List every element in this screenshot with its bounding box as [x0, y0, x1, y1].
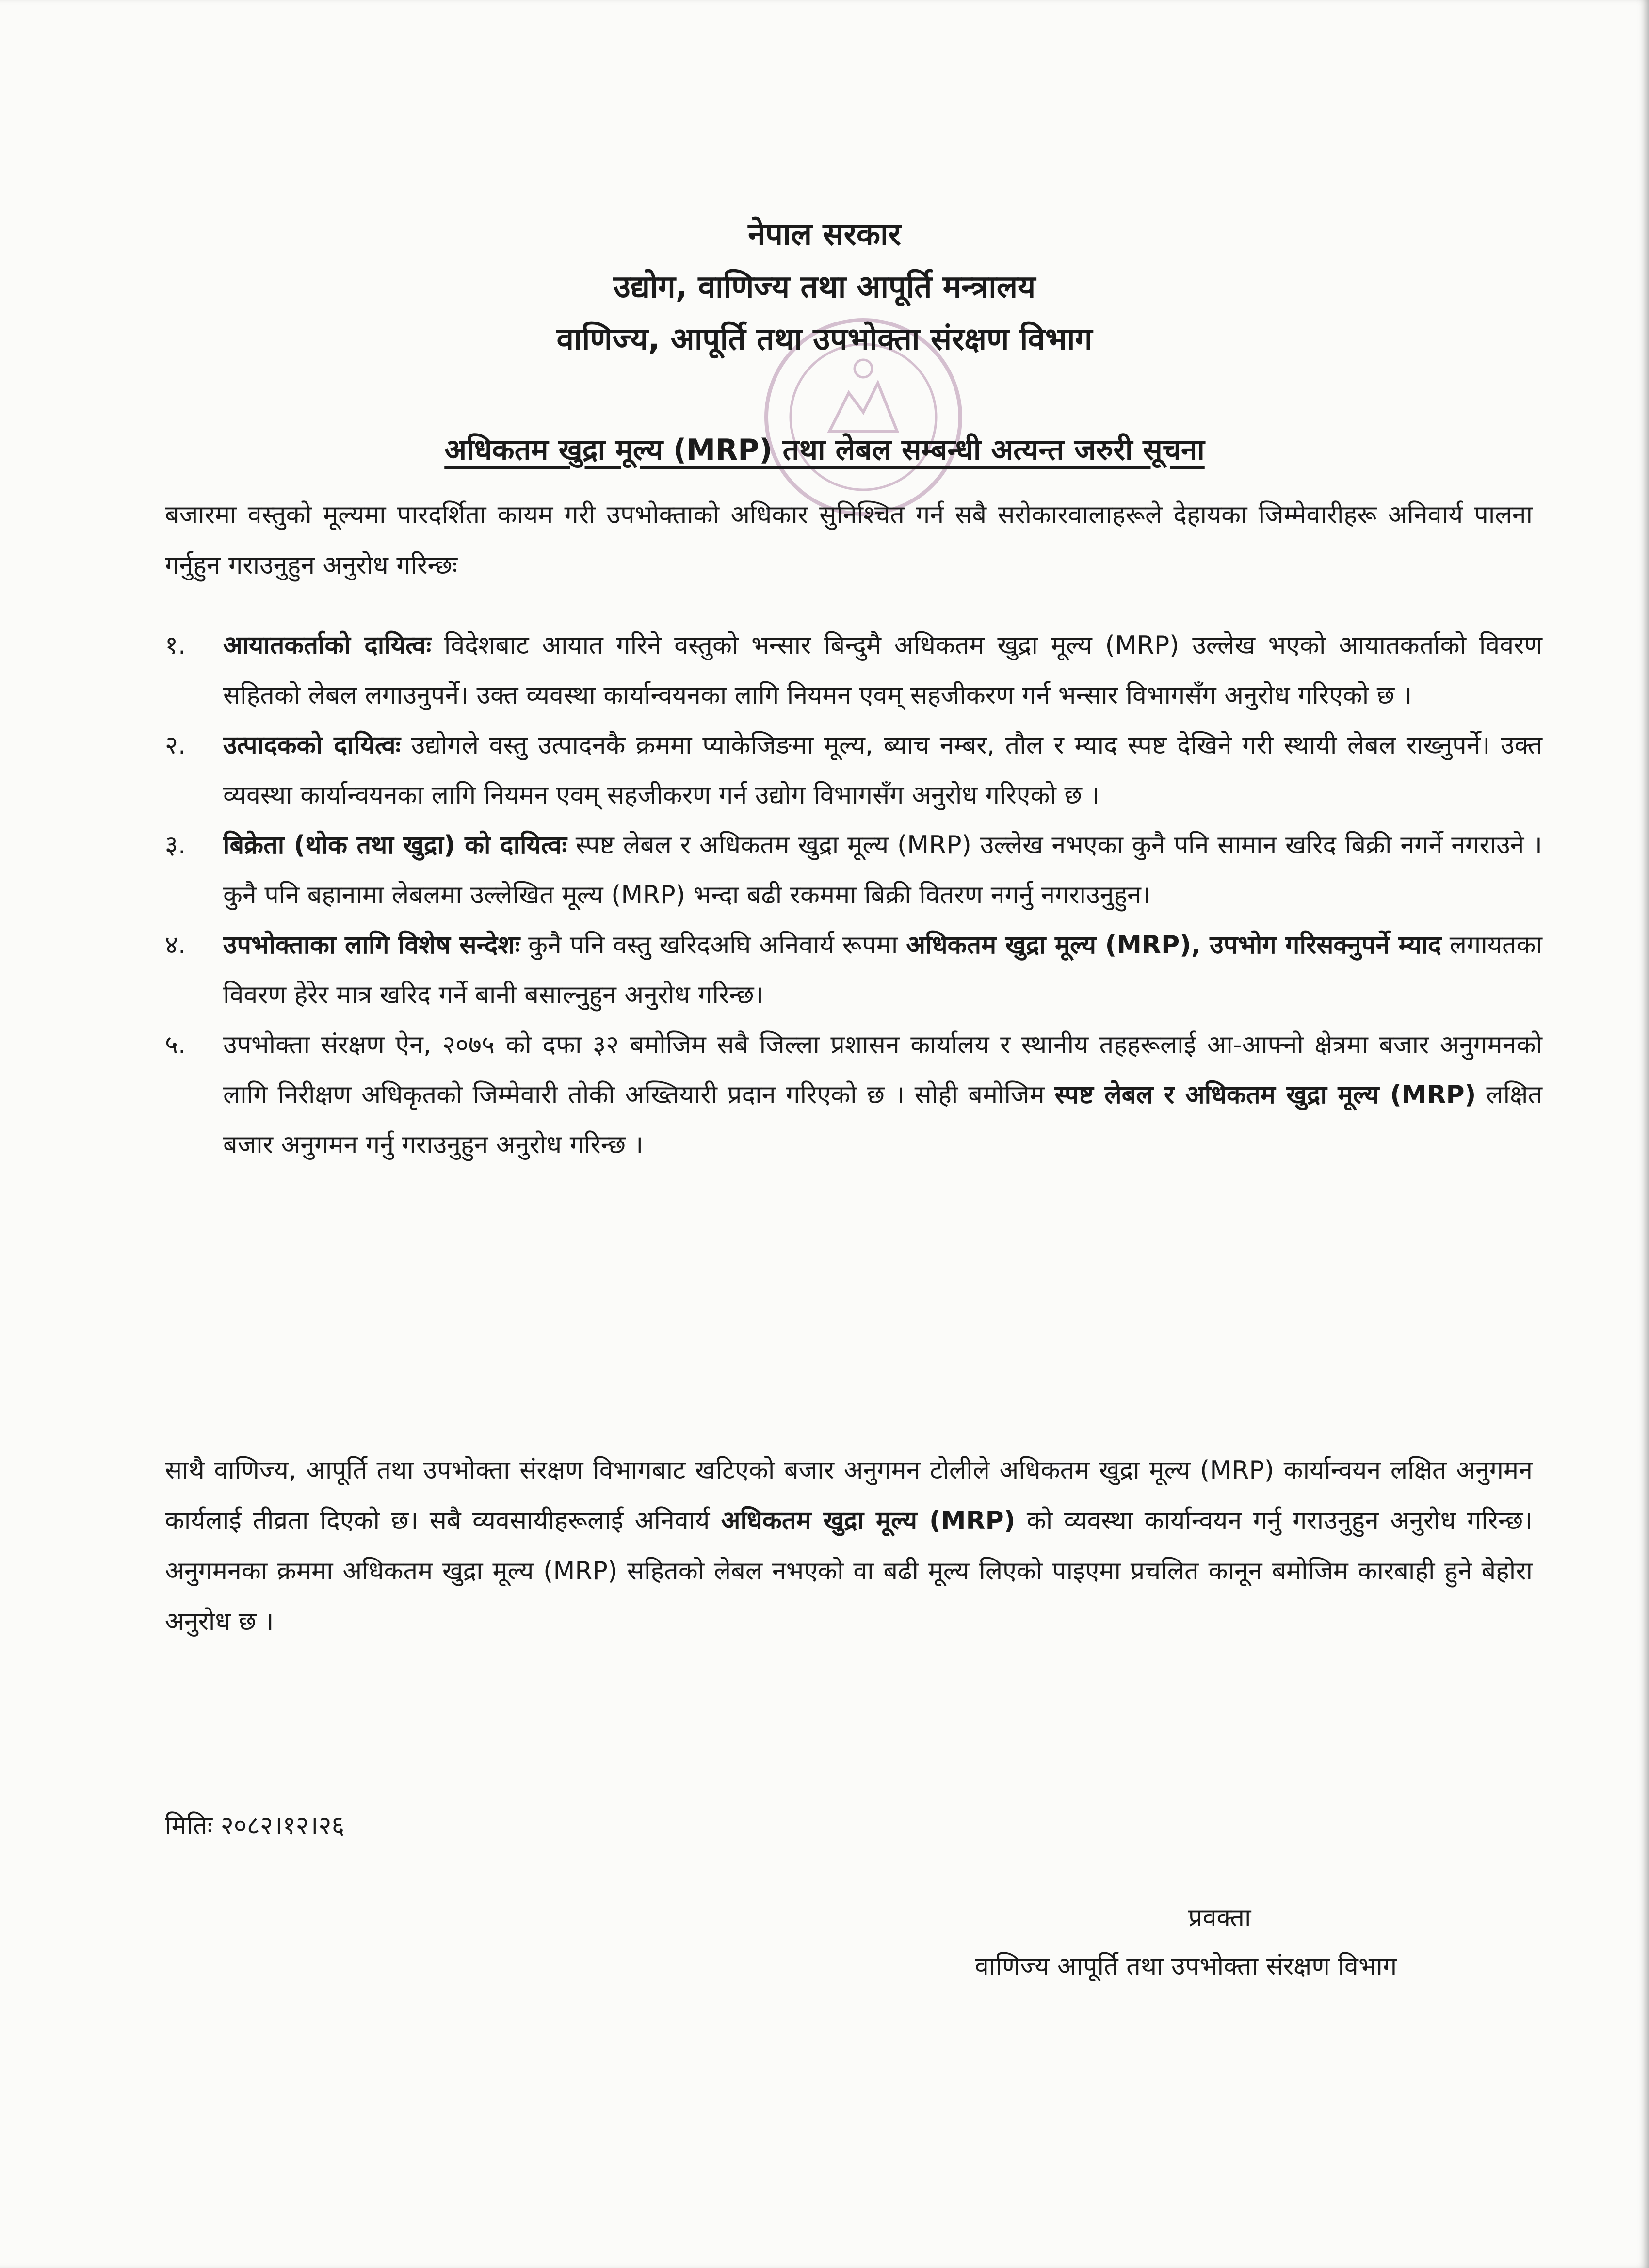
item-text: उपभोक्ता संरक्षण ऐन, २०७५ को दफा ३२ बमोजिम सबै जिल्ला प्रशासन कार्यालय र स्थानीय तहहरूलाई आ-आफ्नो क्षेत्रमा बजार अनुगमनको लागि निरीक्षण अधिकृतको जिम्मेवारी तोकी अख्तियारी प्रदान गरिएको छ । सोही बमोजिम [223, 1030, 1542, 1110]
notice-date: मितिः २०८२।१२।२६ [165, 1811, 345, 1840]
item-emphasis: स्पष्ट लेबल र अधिकतम खुद्रा मूल्य (MRP) [1054, 1080, 1476, 1110]
list-item [155, 1020, 1542, 1170]
item-emphasis: अधिकतम खुद्रा मूल्य (MRP), उपभोग गरिसक्नुपर्ने म्याद [906, 931, 1441, 960]
list-item [155, 820, 1542, 920]
closing-text: साथै वाणिज्य, आपूर्ति तथा उपभोक्ता संरक्षण विभागबाट खटिएको बजार अनुगमन टोलीले अधिकतम खुद्रा मूल्य (MRP) कार्यान्वयन लक्षित अनुगमन कार्यलाई तीव्रता दिएको छ। सबै व्यवसायीहरूलाई अनिवार्य [165, 1456, 1533, 1535]
list-item [155, 721, 1542, 820]
notice-title [0, 427, 1649, 473]
item-number: ३. [165, 831, 186, 860]
item-number: २. [165, 731, 186, 760]
item-text: उद्योगले वस्तु उत्पादनकै क्रममा प्याकेजिङमा मूल्य, ब्याच नम्बर, तौल र म्याद स्पष्ट देखिने गरी स्थायी लेबल राख्नुपर्ने। उक्त व्यवस्था कार्यान्वयनका लागि नियमन एवम् सहजीकरण गर्न उद्योग विभागसँग अनुरोध गरिएको छ । [223, 731, 1542, 810]
item-text: लक्षित बजार अनुगमन गर्नु गराउनुहुन अनुरोध गरिन्छ । [223, 1080, 1542, 1159]
government-name: नेपाल सरकार [748, 217, 901, 253]
item-number: १. [165, 631, 186, 660]
item-heading: आयातकर्ताको दायित्वः [223, 631, 432, 660]
closing-emphasis: अधिकतम खुद्रा मूल्य (MRP) [721, 1506, 1016, 1535]
ministry-name: उद्योग, वाणिज्य तथा आपूर्ति मन्त्रालय [613, 269, 1036, 305]
item-number: ४. [165, 931, 186, 960]
closing-text: को व्यवस्था कार्यान्वयन गर्नु गराउनुहुन अनुरोध गरिन्छ। अनुगमनका क्रममा अधिकतम खुद्रा मूल्य (MRP) सहितको लेबल नभएको वा बढी मूल्य लिएको पाइएमा प्रचलित कानून बमोजिम कारबाही हुने बेहोरा अनुरोध छ । [165, 1506, 1533, 1636]
list-item [155, 621, 1542, 721]
intro-paragraph: बजारमा वस्तुको मूल्यमा पारदर्शिता कायम गरी उपभोक्ताको अधिकार सुनिश्चित गर्न सबै सरोकारवालाहरूले देहायका जिम्मेवारीहरू अनिवार्य पालना गर्नुहुन गराउनुहुन अनुरोध गरिन्छः [165, 500, 1533, 580]
item-number: ५. [165, 1030, 186, 1060]
signatory-role: प्रवक्ता [1188, 1903, 1251, 1932]
item-text: स्पष्ट लेबल र अधिकतम खुद्रा मूल्य (MRP) उल्लेख नभएका कुनै पनि सामान खरिद बिक्री नगर्ने नगराउने । कुनै पनि बहानामा लेबलमा उल्लेखित मूल्य (MRP) भन्दा बढी रकममा बिक्री वितरण नगर्नु नगराउनुहुन। [223, 831, 1542, 910]
item-text: लगायतका विवरण हेरेर मात्र खरिद गर्ने बानी बसाल्नुहुन अनुरोध गरिन्छ। [223, 931, 1543, 1010]
item-text: विदेशबाट आयात गरिने वस्तुको भन्सार बिन्दुमै अधिकतम खुद्रा मूल्य (MRP) उल्लेख भएको आयातकर्ताको विवरण सहितको लेबल लगाउनुपर्ने। उक्त व्यवस्था कार्यान्वयनका लागि नियमन एवम् सहजीकरण गर्न भन्सार विभागसँग अनुरोध गरिएको छ । [223, 631, 1542, 710]
signatory-department: वाणिज्य आपूर्ति तथा उपभोक्ता संरक्षण विभाग [975, 1952, 1397, 1981]
item-heading: उत्पादकको दायित्वः [223, 731, 401, 760]
item-text: कुनै पनि वस्तु खरिदअघि अनिवार्य रूपमा [520, 931, 906, 960]
item-heading: बिक्रेता (थोक तथा खुद्रा) को दायित्वः [223, 831, 567, 860]
letterhead [0, 209, 1649, 366]
responsibility-list [155, 621, 1542, 1170]
notice-title-text: अधिकतम खुद्रा मूल्य (MRP) तथा लेबल सम्बन्धी अत्यन्त जरुरी सूचना [444, 433, 1205, 467]
department-name: वाणिज्य, आपूर्ति तथा उपभोक्ता संरक्षण विभाग [556, 322, 1093, 357]
list-item [155, 920, 1542, 1020]
closing-paragraph [165, 1445, 1533, 1647]
item-heading: उपभोक्ताका लागि विशेष सन्देशः [223, 931, 520, 960]
